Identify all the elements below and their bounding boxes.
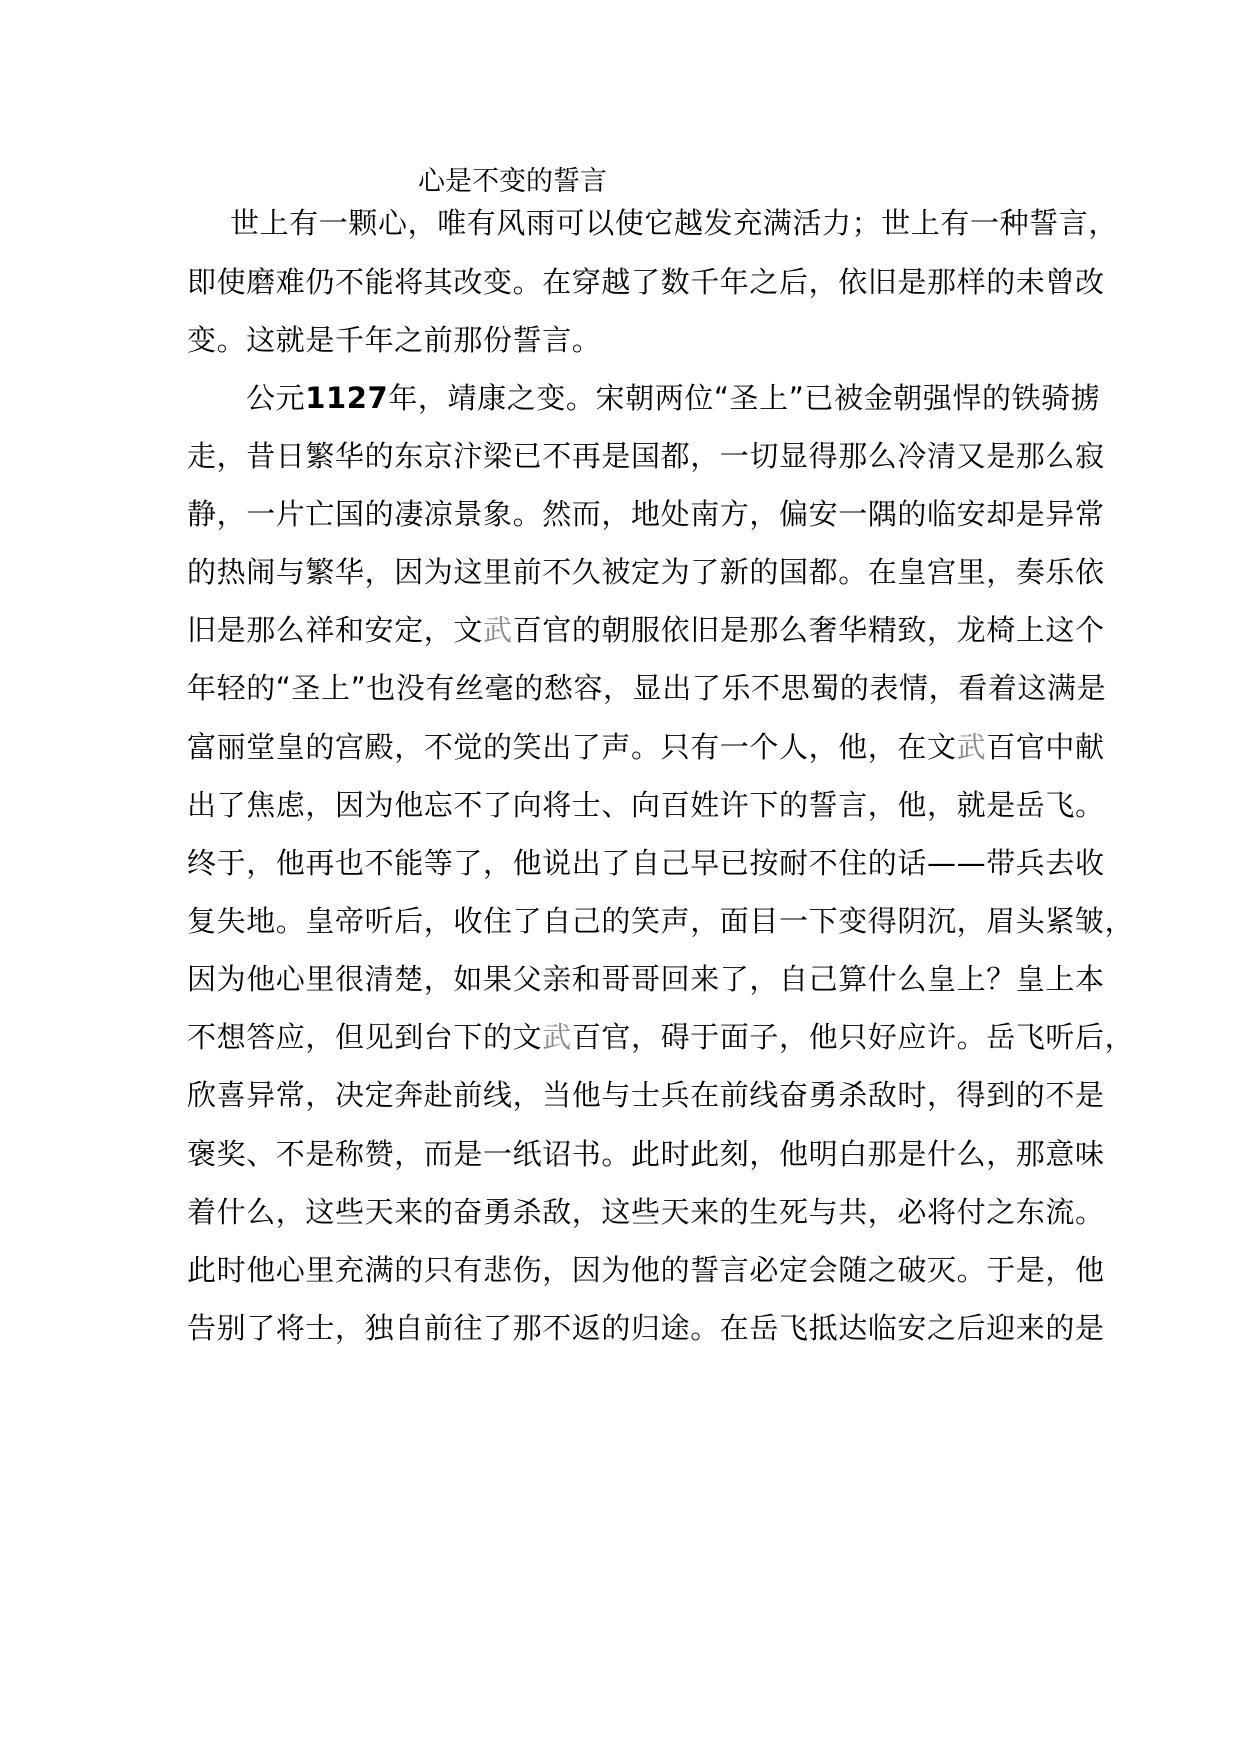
paragraph-2-line-12 [187,1017,1134,1057]
text-segment: 百官，碍于面子，他只好应许。岳飞听后， [571,1020,1135,1054]
text-segment: 旧是那么祥和安定，文 [187,613,484,647]
paragraph-2-line-10: 复失地。皇帝听后，收住了自己的笑声，面目一下变得阴沉，眉头紧皱， [187,904,1135,938]
paragraph-2-line-5 [187,610,1105,650]
text-segment: 不想答应，但见到台下的文 [187,1020,543,1054]
text-segment: 年，靖康之变。宋朝两位“圣上”已被金朝强悍的铁骑掳 [388,381,1101,415]
paragraph-2-line-11: 因为他心里很清楚，如果父亲和哥哥回来了，自己算什么皇上？皇上本 [187,962,1105,996]
paragraph-2-line-14: 褒奖、不是称赞，而是一纸诏书。此时此刻，他明白那是什么，那意味 [187,1137,1105,1171]
text-segment: 百官的朝服依旧是那么奢华精致，龙椅上这个 [512,613,1105,647]
paragraph-1-line-3: 变。这就是千年之前那份誓言。 [187,323,602,357]
paragraph-2-line-2: 走，昔日繁华的东京汴梁已不再是国都，一切显得那么冷清又是那么寂 [187,439,1105,473]
text-segment: 富丽堂皇的宫殿，不觉的笑出了声。只有一个人，他，在文 [187,730,957,764]
highlighted-char: 武 [483,613,513,647]
paragraph-2-line-15: 着什么，这些天来的奋勇杀敌，这些天来的生死与共，必将付之东流。 [187,1195,1105,1229]
text-segment: 百官中献 [986,730,1105,764]
paragraph-2-line-8: 出了焦虑，因为他忘不了向将士、向百姓许下的誓言，他，就是岳飞。 [187,788,1105,822]
paragraph-2-line-7 [187,727,1105,767]
highlighted-char: 武 [542,1020,572,1054]
paragraph-2-line-13: 欣喜异常，决定奔赴前线，当他与士兵在前线奋勇杀敌时，得到的不是 [187,1078,1105,1112]
paragraph-1-line-2: 即使磨难仍不能将其改变。在穿越了数千年之后，依旧是那样的未曾改 [187,265,1105,299]
paragraph-2-line-1 [246,378,1100,418]
year-number: 1127 [305,381,389,415]
paragraph-2-line-6: 年轻的“圣上”也没有丝毫的愁容，显出了乐不思蜀的表情，看着这满是 [187,671,1107,705]
paragraph-2-line-16: 此时他心里充满的只有悲伤，因为他的誓言必定会随之破灭。于是，他 [187,1253,1105,1287]
highlighted-char: 武 [956,730,987,764]
paragraph-2-line-9: 终于，他再也不能等了，他说出了自己早已按耐不住的话——带兵去收 [187,846,1105,880]
text-segment: 公元 [246,381,306,415]
paragraph-2-line-4: 的热闹与繁华，因为这里前不久被定为了新的国都。在皇宫里，奏乐依 [187,555,1105,589]
paragraph-2-line-17: 告别了将士，独自前往了那不返的归途。在岳飞抵达临安之后迎来的是 [187,1311,1105,1345]
document-title: 心是不变的誓言 [418,166,607,197]
paragraph-2-line-3: 静，一片亡国的凄凉景象。然而，地处南方，偏安一隅的临安却是异常 [187,497,1105,531]
paragraph-1-line-1: 世上有一颗心，唯有风雨可以使它越发充满活力；世上有一种誓言， [230,206,1119,240]
